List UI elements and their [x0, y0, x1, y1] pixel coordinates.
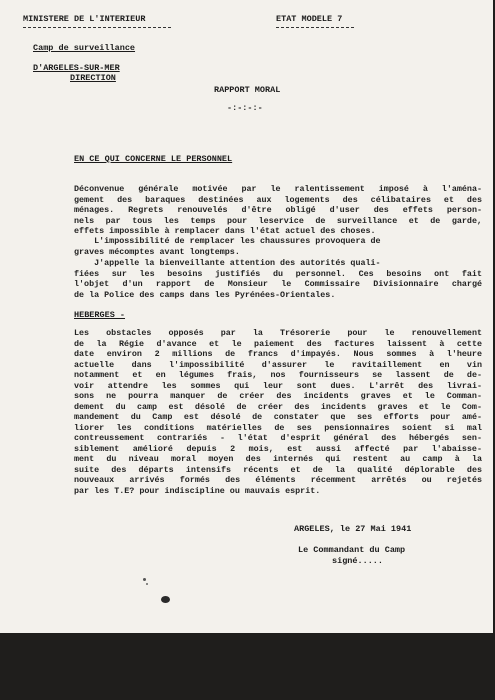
- camp-location: D'ARGELES-SUR-MER: [33, 63, 120, 73]
- section-heading-personnel: EN CE QUI CONCERNE LE PERSONNEL: [74, 154, 233, 164]
- text-line: suite des départs intensifs récents et de la qualité déplorable des: [74, 464, 482, 475]
- place-date: ARGELES, le 27 Mai 1941: [294, 524, 412, 534]
- text-line: de la Régie d'avance et le paiement des factures laissent à cette: [74, 338, 482, 349]
- paragraph-personnel-2: [74, 236, 482, 257]
- text-line: L'impossibilité de remplacer les chaussures provoquera de: [74, 236, 381, 246]
- ink-speck: [143, 578, 146, 581]
- text-line: liorer les conditions matérielles de ses pensionnaires soient si mal: [74, 422, 482, 433]
- text-line: ménages. Regrets renouvelés d'être obligé d'user des effets person-: [74, 205, 482, 215]
- report-title: RAPPORT MORAL: [214, 85, 281, 95]
- text-line: nouveaux arrivés formés des éléments récemment arrêtés ou rejetés: [74, 475, 482, 485]
- text-line: dement du camp est désolé de créer des incidents graves et le Com-: [74, 401, 482, 412]
- ministry-heading: MINISTERE DE L'INTERIEUR: [23, 14, 146, 24]
- text-line: siblement amélioré depuis 2 mois, est aussi affecté par l'abaisse-: [74, 443, 482, 454]
- paragraph-personnel-3: [74, 258, 482, 300]
- ink-speck: [146, 583, 148, 585]
- text-line: Les obstacles opposés par la Trésorerie pour le renouvellement: [74, 328, 482, 338]
- signed-mark: signé.....: [332, 556, 384, 566]
- section-heading-heberges: HEBERGES -: [74, 310, 126, 320]
- ministry-rule: [23, 27, 171, 28]
- ink-smudge: [161, 596, 170, 603]
- text-line: Déconvenue générale motivée par le ralentissement imposé à l'aména-: [74, 184, 482, 194]
- title-separator: -:-:-:-: [227, 103, 263, 113]
- text-line: sons ne pourra manquer de créer des incidents graves et le Comman-: [74, 391, 482, 401]
- text-line: fiées sur les besoins justifiés du personnel. Ces besoins ont fait: [74, 268, 482, 279]
- text-line: de la Police des camps dans les Pyrénées-Orientales.: [74, 289, 336, 300]
- direction-label: DIRECTION: [70, 73, 116, 83]
- text-line: mandement du Camp est désolé de constater que ses efforts pour amé-: [74, 412, 482, 422]
- paragraph-heberges: [74, 328, 482, 496]
- text-line: ment du niveau moral moyen des internés qui restent au camp à la: [74, 454, 482, 464]
- text-line: notamment et en légumes frais, nos fournisseurs se lassent de de-: [74, 370, 482, 380]
- form-label-rule: [276, 27, 354, 28]
- text-line: l'objet d'un rapport de Monsieur le Commissaire Divisionnaire chargé: [74, 279, 482, 289]
- text-line: voir attendre les sommes qui leur sont dues. L'arrêt des livrai-: [74, 380, 482, 391]
- text-line: J'appelle la bienveillante attention des autorités quali-: [74, 258, 381, 268]
- text-line: effets impossible à remplacer dans l'état actuel des choses.: [74, 226, 376, 236]
- paragraph-personnel-1: [74, 184, 482, 237]
- form-label: ETAT MODELE 7: [276, 14, 343, 24]
- text-line: graves mécomptes avant longtemps.: [74, 246, 240, 257]
- text-line: nels par tous les temps pour leservice de surveillance et de garde,: [74, 215, 482, 226]
- text-line: actuelle dans l'impossibilité d'assurer le ravitaillement en vin: [74, 359, 482, 370]
- text-line: par les T.E? pour indiscipline ou mauvais esprit.: [74, 485, 321, 496]
- text-line: gement des baraques destinées aux logements des célibataires et des: [74, 194, 482, 205]
- text-line: date environ 2 millions de francs d'impayés. Nous sommes à l'heure: [74, 349, 482, 359]
- signatory: Le Commandant du Camp: [298, 545, 406, 555]
- camp-label: Camp de surveillance: [33, 43, 136, 53]
- text-line: contreussement contrariés - l'état d'esprit général des hébergés sen-: [74, 433, 482, 443]
